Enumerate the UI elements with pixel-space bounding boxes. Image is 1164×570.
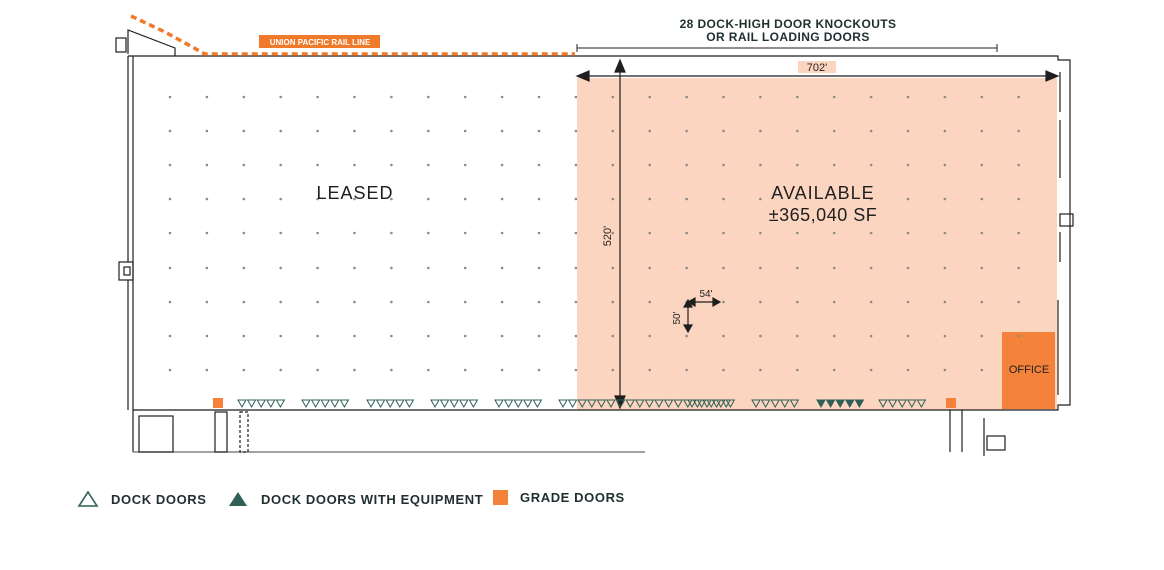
column-dot xyxy=(870,130,873,133)
column-dot xyxy=(648,301,651,304)
dock-door-marker xyxy=(441,400,449,407)
column-dot xyxy=(279,335,282,338)
column-dot xyxy=(206,164,209,167)
column-dot xyxy=(427,335,430,338)
column-dot xyxy=(907,164,910,167)
column-dot xyxy=(833,232,836,235)
column-dot xyxy=(464,164,467,167)
column-dot xyxy=(870,267,873,270)
column-dot xyxy=(501,198,504,201)
column-dot xyxy=(206,130,209,133)
column-dot xyxy=(981,96,984,99)
column-dot xyxy=(944,267,947,270)
column-dot xyxy=(907,96,910,99)
column-dot xyxy=(833,164,836,167)
column-dot xyxy=(612,198,615,201)
dock-door-marker xyxy=(340,400,348,407)
dock-door-marker xyxy=(569,400,577,407)
column-dot xyxy=(538,267,541,270)
filled-triangle-icon xyxy=(227,490,249,508)
column-dot xyxy=(169,130,172,133)
column-dot xyxy=(833,96,836,99)
column-dot xyxy=(390,130,393,133)
column-dot xyxy=(575,267,578,270)
column-dot xyxy=(796,96,799,99)
legend-dock-doors-label: DOCK DOORS xyxy=(111,491,207,507)
column-dot xyxy=(796,164,799,167)
column-dot xyxy=(648,164,651,167)
column-dot xyxy=(796,301,799,304)
column-dot xyxy=(1017,267,1020,270)
column-dot xyxy=(833,301,836,304)
column-dot xyxy=(501,301,504,304)
column-dot xyxy=(648,198,651,201)
column-dot xyxy=(981,232,984,235)
column-dot xyxy=(501,130,504,133)
column-dot xyxy=(722,198,725,201)
column-dot xyxy=(575,96,578,99)
column-dot xyxy=(575,301,578,304)
dock-door-marker xyxy=(267,400,275,407)
column-dot xyxy=(907,369,910,372)
column-dot xyxy=(390,267,393,270)
column-dot xyxy=(243,164,246,167)
column-dot xyxy=(612,130,615,133)
rail-label: UNION PACIFIC RAIL LINE xyxy=(269,38,371,47)
column-dot xyxy=(685,369,688,372)
column-dot xyxy=(685,335,688,338)
column-dot xyxy=(612,267,615,270)
open-triangle-icon xyxy=(77,490,99,508)
column-dot xyxy=(427,232,430,235)
column-dot xyxy=(169,335,172,338)
column-dot xyxy=(796,232,799,235)
column-dot xyxy=(316,301,319,304)
column-dot xyxy=(870,96,873,99)
dock-door-marker xyxy=(367,400,375,407)
column-dot xyxy=(612,335,615,338)
column-dot xyxy=(243,301,246,304)
column-dot xyxy=(316,369,319,372)
column-dot xyxy=(316,130,319,133)
column-dot xyxy=(243,369,246,372)
column-dot xyxy=(575,232,578,235)
available-label: AVAILABLE xyxy=(771,183,875,203)
column-dot xyxy=(390,335,393,338)
column-dot xyxy=(575,369,578,372)
column-dot xyxy=(169,96,172,99)
dock-door-marker xyxy=(469,400,477,407)
column-dot xyxy=(353,164,356,167)
column-dot xyxy=(612,369,615,372)
column-dot xyxy=(538,198,541,201)
column-dot xyxy=(759,335,762,338)
depth-dimension-label: 520' xyxy=(602,225,614,247)
column-dot xyxy=(1017,232,1020,235)
available-area xyxy=(577,78,1057,410)
column-dot xyxy=(279,232,282,235)
column-dot xyxy=(427,198,430,201)
column-dot xyxy=(981,301,984,304)
column-dot xyxy=(575,130,578,133)
column-dot xyxy=(833,130,836,133)
column-dot xyxy=(464,130,467,133)
column-dot xyxy=(575,335,578,338)
dock-door-marker xyxy=(460,400,468,407)
column-dot xyxy=(501,232,504,235)
column-dot xyxy=(353,130,356,133)
column-dot xyxy=(501,335,504,338)
column-dot xyxy=(353,369,356,372)
column-dot xyxy=(353,335,356,338)
column-dot xyxy=(759,164,762,167)
column-dot xyxy=(243,198,246,201)
column-dot xyxy=(243,267,246,270)
dock-door-marker xyxy=(524,400,532,407)
column-dot xyxy=(870,301,873,304)
column-dot xyxy=(353,232,356,235)
column-dot xyxy=(316,96,319,99)
column-dot xyxy=(944,335,947,338)
column-dot xyxy=(1017,164,1020,167)
column-dot xyxy=(169,232,172,235)
column-dot xyxy=(944,301,947,304)
column-dot xyxy=(759,267,762,270)
column-dot xyxy=(1017,130,1020,133)
dock-door-marker xyxy=(321,400,329,407)
column-dot xyxy=(981,164,984,167)
knockouts-line-2: OR RAIL LOADING DOORS xyxy=(706,30,870,44)
column-dot xyxy=(722,96,725,99)
column-dot xyxy=(685,164,688,167)
column-dot xyxy=(279,301,282,304)
grade-door-marker xyxy=(946,398,956,408)
dock-door-marker xyxy=(302,400,310,407)
dock-door-marker xyxy=(276,400,284,407)
column-dot xyxy=(944,130,947,133)
dock-door-marker xyxy=(396,400,404,407)
column-dot xyxy=(796,335,799,338)
column-dot xyxy=(648,130,651,133)
column-dot xyxy=(722,369,725,372)
column-dot xyxy=(538,232,541,235)
column-dot xyxy=(427,130,430,133)
available-size: ±365,040 SF xyxy=(768,205,878,225)
column-dot xyxy=(1017,301,1020,304)
column-dot xyxy=(538,130,541,133)
knockouts-line-1: 28 DOCK-HIGH DOOR KNOCKOUTS xyxy=(679,17,897,31)
column-dot xyxy=(427,267,430,270)
column-dot xyxy=(722,130,725,133)
column-dot xyxy=(870,232,873,235)
column-dot xyxy=(501,164,504,167)
column-dot xyxy=(427,369,430,372)
column-dot xyxy=(944,164,947,167)
column-dot xyxy=(390,301,393,304)
column-dot xyxy=(722,267,725,270)
column-dot xyxy=(538,96,541,99)
column-dot xyxy=(944,96,947,99)
column-dot xyxy=(353,267,356,270)
column-dot xyxy=(279,267,282,270)
grade-door-marker xyxy=(213,398,223,408)
column-dot xyxy=(612,96,615,99)
bay-width-label: 54' xyxy=(699,289,713,300)
legend-dock-doors-equipment xyxy=(227,490,483,508)
column-dot xyxy=(169,369,172,372)
leased-label: LEASED xyxy=(316,183,394,203)
column-dot xyxy=(169,267,172,270)
column-dot xyxy=(206,96,209,99)
column-dot xyxy=(944,198,947,201)
column-dot xyxy=(206,301,209,304)
column-dot xyxy=(907,335,910,338)
column-dot xyxy=(648,232,651,235)
column-dot xyxy=(981,267,984,270)
column-dot xyxy=(907,301,910,304)
column-dot xyxy=(833,267,836,270)
dock-door-marker xyxy=(257,400,265,407)
column-dot xyxy=(427,96,430,99)
office-label: OFFICE xyxy=(1008,364,1050,376)
column-dot xyxy=(648,96,651,99)
column-dot xyxy=(243,130,246,133)
column-dot xyxy=(464,267,467,270)
column-dot xyxy=(870,335,873,338)
column-dot xyxy=(501,369,504,372)
column-dot xyxy=(316,164,319,167)
dock-door-marker xyxy=(377,400,385,407)
column-dot xyxy=(279,198,282,201)
column-dot xyxy=(722,301,725,304)
dock-door-marker xyxy=(559,400,567,407)
column-dot xyxy=(648,369,651,372)
column-dot xyxy=(1017,96,1020,99)
column-dot xyxy=(390,96,393,99)
dock-door-marker xyxy=(386,400,394,407)
column-dot xyxy=(316,267,319,270)
column-dot xyxy=(243,232,246,235)
column-dot xyxy=(1017,198,1020,201)
knockouts-dimension-bracket xyxy=(577,44,997,52)
column-dot xyxy=(759,232,762,235)
column-dot xyxy=(538,369,541,372)
column-dot xyxy=(206,335,209,338)
column-dot xyxy=(169,164,172,167)
column-dot xyxy=(316,232,319,235)
column-dot xyxy=(316,335,319,338)
column-dot xyxy=(944,232,947,235)
column-dot xyxy=(575,198,578,201)
column-dot xyxy=(279,369,282,372)
legend-grade-doors xyxy=(493,490,625,505)
dock-door-marker xyxy=(405,400,413,407)
column-dot xyxy=(243,96,246,99)
column-dot xyxy=(390,164,393,167)
column-dot xyxy=(353,96,356,99)
dock-door-marker xyxy=(331,400,339,407)
column-dot xyxy=(206,369,209,372)
column-dot xyxy=(464,369,467,372)
column-dot xyxy=(685,96,688,99)
column-dot xyxy=(390,232,393,235)
dock-door-marker xyxy=(431,400,439,407)
dock-door-marker xyxy=(312,400,320,407)
column-dot xyxy=(759,130,762,133)
column-dot xyxy=(501,267,504,270)
column-dot xyxy=(685,198,688,201)
column-dot xyxy=(833,369,836,372)
column-dot xyxy=(279,164,282,167)
dock-door-marker xyxy=(238,400,246,407)
column-dot xyxy=(464,232,467,235)
column-dot xyxy=(981,335,984,338)
column-dot xyxy=(206,267,209,270)
grade-door-square-icon xyxy=(493,490,508,505)
column-dot xyxy=(1017,335,1020,338)
column-dot xyxy=(870,164,873,167)
column-dot xyxy=(206,198,209,201)
column-dot xyxy=(279,130,282,133)
column-dot xyxy=(169,301,172,304)
column-dot xyxy=(612,164,615,167)
dock-door-marker xyxy=(514,400,522,407)
column-dot xyxy=(464,198,467,201)
column-dot xyxy=(501,96,504,99)
column-dot xyxy=(464,96,467,99)
column-dot xyxy=(243,335,246,338)
column-dot xyxy=(796,267,799,270)
column-dot xyxy=(907,198,910,201)
column-dot xyxy=(685,267,688,270)
column-dot xyxy=(464,301,467,304)
column-dot xyxy=(279,96,282,99)
column-dot xyxy=(538,335,541,338)
column-dot xyxy=(575,164,578,167)
column-dot xyxy=(907,267,910,270)
legend-dock-doors xyxy=(77,490,207,508)
legend-dock-doors-equipment-label: DOCK DOORS WITH EQUIPMENT xyxy=(261,491,484,507)
column-dot xyxy=(648,267,651,270)
column-dot xyxy=(612,301,615,304)
column-dot xyxy=(722,232,725,235)
column-dot xyxy=(981,130,984,133)
column-dot xyxy=(944,369,947,372)
dock-door-marker xyxy=(450,400,458,407)
bay-depth-label: 50' xyxy=(672,311,683,325)
column-dot xyxy=(427,301,430,304)
dock-door-marker xyxy=(533,400,541,407)
column-dot xyxy=(427,164,430,167)
column-dot xyxy=(538,301,541,304)
column-dot xyxy=(169,198,172,201)
legend xyxy=(0,490,1164,514)
column-dot xyxy=(685,232,688,235)
column-dot xyxy=(390,369,393,372)
column-dot xyxy=(796,369,799,372)
column-dot xyxy=(981,198,984,201)
column-dot xyxy=(796,130,799,133)
dock-door-marker xyxy=(248,400,256,407)
column-dot xyxy=(870,369,873,372)
column-dot xyxy=(759,198,762,201)
column-dot xyxy=(648,335,651,338)
width-dimension-label: 702' xyxy=(806,62,828,74)
column-dot xyxy=(538,164,541,167)
legend-grade-doors-label: GRADE DOORS xyxy=(520,490,625,505)
column-dot xyxy=(833,335,836,338)
column-dot xyxy=(981,369,984,372)
column-dot xyxy=(464,335,467,338)
dock-door-marker xyxy=(505,400,513,407)
column-dot xyxy=(759,369,762,372)
column-dot xyxy=(907,130,910,133)
dock-door-marker xyxy=(495,400,503,407)
column-dot xyxy=(206,232,209,235)
column-dot xyxy=(722,335,725,338)
column-dot xyxy=(759,96,762,99)
column-dot xyxy=(353,301,356,304)
column-dot xyxy=(759,301,762,304)
column-dot xyxy=(685,130,688,133)
column-dot xyxy=(722,164,725,167)
column-dot xyxy=(907,232,910,235)
